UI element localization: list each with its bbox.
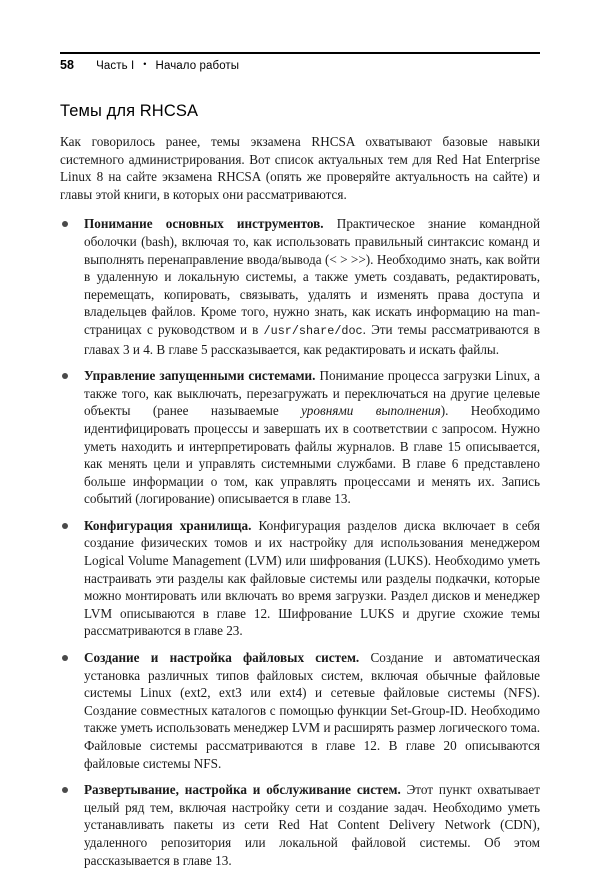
topic-body: Этот пункт охватывает целый ряд тем, включая настройку сети и создание задач. Необходимо уметь устанавливать пакеты из сети Red Hat Content Delivery Network (CDN), удаленного репозитория или локальной файловой системы. Об этом рассказывается в главе 13. <box>84 782 540 868</box>
bullet-dot-icon <box>62 787 68 793</box>
topic-body-cont: . Эти темы рассматриваются в главах 3 и 4. В главе 5 рассказывается, как редактировать и искать файлы. <box>84 321 541 357</box>
topic-lead: Создание и настройка файловых систем. <box>84 650 360 666</box>
topic-path-code: /usr/share/doc <box>263 323 363 338</box>
topic-body: Создание и автоматическая установка различных типов файловых систем, включая обычные файловые системы Linux (ext2, ext3 или ext4) и сетевые файловые системы (NFS). Создание совместных каталогов с помощью функции Set-Group-ID. Необходимо также уметь использовать менеджер LVM и расширять размер логического тома. Файловые системы рассматриваются в главе 12. В главе 20 описываются файловые системы NFS. <box>84 650 541 771</box>
bullet-separator-icon: • <box>143 59 147 69</box>
part-title: Начало работы <box>155 60 240 72</box>
running-head <box>60 52 540 72</box>
bullet-dot-icon <box>62 523 68 529</box>
page-number: 58 <box>60 58 75 72</box>
topic-item-deploy-maintain <box>60 781 540 869</box>
topic-item-basic-tools <box>60 215 540 358</box>
topic-list <box>60 215 540 869</box>
intro-paragraph: Как говорилось ранее, темы экзамена RHCSA охватывают базовые навыки системного администрирования. Вот список актуальных тем для Red Hat Enterprise Linux 8 на сайте экзамена RHCSA (опять же проверяйте актуальность на сайте) и главы этой книги, в которых они рассматриваются. <box>60 134 540 202</box>
bullet-dot-icon <box>62 221 68 227</box>
topic-lead: Понимание основных инструментов. <box>84 216 324 232</box>
part-label: Часть I <box>96 60 135 72</box>
topic-emphasis: уровнями выполнения <box>301 403 441 419</box>
topic-item-filesystems <box>60 649 540 772</box>
topic-lead: Управление запущенными системами. <box>84 368 316 384</box>
topic-lead: Развертывание, настройка и обслуживание систем. <box>84 782 401 798</box>
bullet-dot-icon <box>62 655 68 661</box>
topic-body: Конфигурация разделов диска включает в себя создание физических томов и их настройку для использования менеджером Logical Volume Management (LVM) или шифрования (LUKS). Необходимо уметь настраивать эти разделы как файловые системы или разделы подкачки, которые можно монтировать или включать во время загрузки. Раздел дисков и менеджер LVM описываются в главе 12. Шифрование LUKS и другие схожие темы рассматриваются в главе 23. <box>84 517 540 639</box>
topic-body-cont: ). Необходимо идентифицировать процессы и завершать их в соответствии с запросом. Нужно уметь находить и интерпретировать файлы журналов. В главе 15 описывается, как менять цели и управлять системными службами. В главе 6 представлено больше информации о том, как управлять процессами и менять их. Запись событий (логирование) описывается в главе 13. <box>84 403 540 507</box>
topic-body: Понимание процесса загрузки Linux, а также того, как выключать, перезагружать и переключаться на другие целевые объекты (ранее называемые <box>84 368 540 419</box>
topic-body: Практическое знание командной оболочки (bash), включая то, как использовать правильный синтаксис команд и выполнять перенаправление ввода/вывода (< > >>). Необходимо знать, как войти в удаленную и локальную системы, а также уметь создавать, редактировать, перемещать, копировать, связывать, удалять и изменять права доступа и владельцев файлов. Кроме того, нужно знать, как искать информацию на man-страницах с руководством и в <box>84 216 540 337</box>
topic-lead: Конфигурация хранилища. <box>84 517 252 533</box>
section-heading: Темы для RHCSA <box>60 102 199 120</box>
topic-item-running-systems <box>60 367 540 508</box>
bullet-dot-icon <box>62 373 68 379</box>
topic-item-storage-config <box>60 517 540 640</box>
running-head-rule <box>60 52 540 54</box>
running-head-line <box>60 58 540 72</box>
